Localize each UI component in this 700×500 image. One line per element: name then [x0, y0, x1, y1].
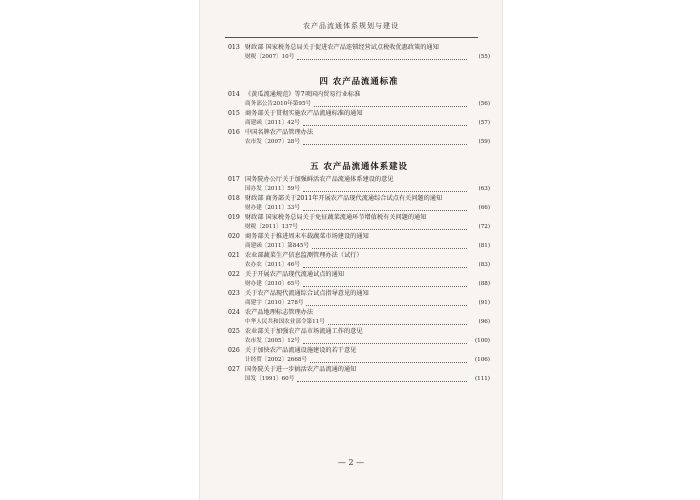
entry-number: 027 — [228, 366, 240, 373]
entry-source — [245, 204, 490, 214]
section-title: 四 农产品流通标准 — [319, 76, 399, 86]
entry-doc-code: 商建函〔2011〕42号 — [245, 119, 300, 126]
entry-doc-code: 国办发〔2011〕59号 — [245, 185, 300, 192]
section-title: 五 农产品流通体系建设 — [310, 161, 408, 171]
entry-doc-code: 中华人民共和国农业部令第11号 — [245, 318, 325, 325]
toc-entry — [228, 346, 490, 365]
entry-page: (88) — [478, 280, 490, 287]
entry-title: 农业部关于加强农产品市场流通工作的意见 — [245, 328, 363, 335]
leader-dots — [303, 185, 467, 192]
entry-title: 中国名牌农产品管理办法 — [245, 129, 314, 136]
document-page — [200, 0, 502, 500]
toc-entry — [228, 109, 490, 128]
entry-number: 018 — [228, 195, 240, 202]
entry-title: 国务院关于进一步搞活农产品流通的通知 — [245, 366, 357, 373]
entry-number: 020 — [228, 233, 240, 240]
entry-page: (63) — [478, 185, 490, 192]
leader-dots — [312, 242, 467, 249]
toc-entry — [228, 213, 490, 232]
toc-entry — [228, 128, 490, 147]
entry-number: 026 — [228, 347, 240, 354]
entry-source — [245, 53, 490, 63]
toc-entry — [228, 289, 490, 308]
entry-source — [245, 119, 490, 129]
toc-section — [228, 75, 490, 147]
entry-title: 《黄瓜流通规范》等7项国内贸易行业标准 — [245, 91, 361, 98]
entry-doc-code: 农市发〔2005〕12号 — [245, 337, 300, 344]
entry-page: (81) — [478, 242, 490, 249]
leader-dots — [306, 299, 467, 306]
entry-source — [245, 280, 490, 290]
leader-dots — [297, 375, 467, 382]
entry-number: 025 — [228, 328, 240, 335]
entry-title: 农产品地理标志管理办法 — [245, 309, 314, 316]
entry-page: (56) — [478, 100, 490, 107]
entry-page: (83) — [478, 261, 490, 268]
entry-number: 017 — [228, 176, 240, 183]
entry-doc-code: 商务部公告2010年第95号 — [245, 100, 312, 107]
entry-number: 024 — [228, 309, 240, 316]
entry-source — [245, 261, 490, 271]
entry-source — [245, 299, 490, 309]
entry-source — [245, 242, 490, 252]
entry-title: 关于农产品现代流通综合试点指导意见的通知 — [245, 290, 369, 297]
entry-doc-code: 财税〔2007〕10号 — [245, 53, 295, 60]
entry-number: 014 — [228, 91, 240, 98]
entry-number: 019 — [228, 214, 240, 221]
entry-source — [245, 318, 490, 328]
leader-dots — [328, 318, 467, 325]
leader-dots — [301, 223, 467, 230]
entry-number: 013 — [228, 44, 240, 51]
toc-entry — [228, 90, 490, 109]
header-rule — [225, 37, 478, 38]
entry-doc-code: 农办农〔2011〕46号 — [245, 261, 300, 268]
entry-source — [245, 356, 490, 366]
entry-doc-code: 财税〔2011〕137号 — [245, 223, 298, 230]
leader-dots — [303, 337, 467, 344]
entry-number: 022 — [228, 271, 240, 278]
leader-dots — [303, 138, 467, 145]
leader-dots — [297, 53, 467, 60]
entry-title: 国务院办公厅关于加强鲜活农产品流通体系建设的意见 — [245, 176, 394, 183]
toc-entry — [228, 365, 490, 384]
entry-doc-code: 国发〔1991〕60号 — [245, 375, 295, 382]
entry-source — [245, 100, 490, 110]
entry-number: 015 — [228, 110, 240, 117]
entry-title: 关于开展农产品现代流通试点的通知 — [245, 271, 344, 278]
entry-number: 016 — [228, 129, 240, 136]
entry-title: 财政部 商务部关于2011年开展农产品现代流通综合试点有关问题的通知 — [245, 195, 443, 202]
toc-entry — [228, 270, 490, 289]
entry-page: (55) — [478, 53, 490, 60]
entry-doc-code: 计经贸〔2002〕2668号 — [245, 356, 308, 363]
entry-source — [245, 185, 490, 195]
entry-number: 023 — [228, 290, 240, 297]
entry-doc-code: 财办建〔2011〕33号 — [245, 204, 300, 211]
entry-page: (106) — [474, 356, 490, 363]
toc-section — [228, 160, 490, 384]
entry-title: 商务部关于推进周末车载蔬菜市场建设的通知 — [245, 233, 369, 240]
entry-title: 财政部 国家税务总局关于促进农产品连锁经营试点税收优惠政策的通知 — [245, 44, 439, 51]
toc-entry — [228, 194, 490, 213]
entry-page: (72) — [478, 223, 490, 230]
leader-dots — [310, 356, 467, 363]
toc-content — [228, 43, 490, 384]
leader-dots — [303, 280, 467, 287]
entry-page: (100) — [474, 337, 490, 344]
entry-doc-code: 商建字〔2010〕278号 — [245, 299, 304, 306]
page-number: — 2 — — [337, 458, 365, 467]
entry-title: 财政部 国家税务总局关于免征蔬菜流通环节增值税有关问题的通知 — [245, 214, 427, 221]
toc-entry — [228, 43, 490, 62]
entry-source — [245, 337, 490, 347]
leader-dots — [303, 119, 467, 126]
entry-doc-code: 商建函〔2011〕第845号 — [245, 242, 310, 249]
entry-page: (96) — [478, 318, 490, 325]
entry-title: 商务部关于贯彻实施农产品流通标准的通知 — [245, 110, 363, 117]
running-header: 农产品流通体系规划与建设 — [303, 22, 399, 30]
leader-dots — [303, 204, 467, 211]
entry-page: (66) — [478, 204, 490, 211]
entry-doc-code: 财办建〔2010〕65号 — [245, 280, 300, 287]
entry-page: (57) — [478, 119, 490, 126]
entry-title: 关于加快农产品流通设施建设的若干意见 — [245, 347, 357, 354]
toc-entry — [228, 327, 490, 346]
entry-source — [245, 138, 490, 148]
toc-entry — [228, 251, 490, 270]
entry-doc-code: 农市发〔2007〕28号 — [245, 138, 300, 145]
toc-section — [228, 43, 490, 62]
entry-title: 农业部蔬菜生产信息监测管理办法（试行） — [245, 252, 363, 259]
entry-source — [245, 223, 490, 233]
toc-entry — [228, 175, 490, 194]
toc-entry — [228, 308, 490, 327]
toc-entry — [228, 232, 490, 251]
entry-number: 021 — [228, 252, 240, 259]
entry-page: (59) — [478, 138, 490, 145]
entry-page: (111) — [474, 375, 490, 382]
entry-source — [245, 375, 490, 385]
entry-page: (91) — [478, 299, 490, 306]
leader-dots — [314, 100, 467, 107]
leader-dots — [303, 261, 467, 268]
